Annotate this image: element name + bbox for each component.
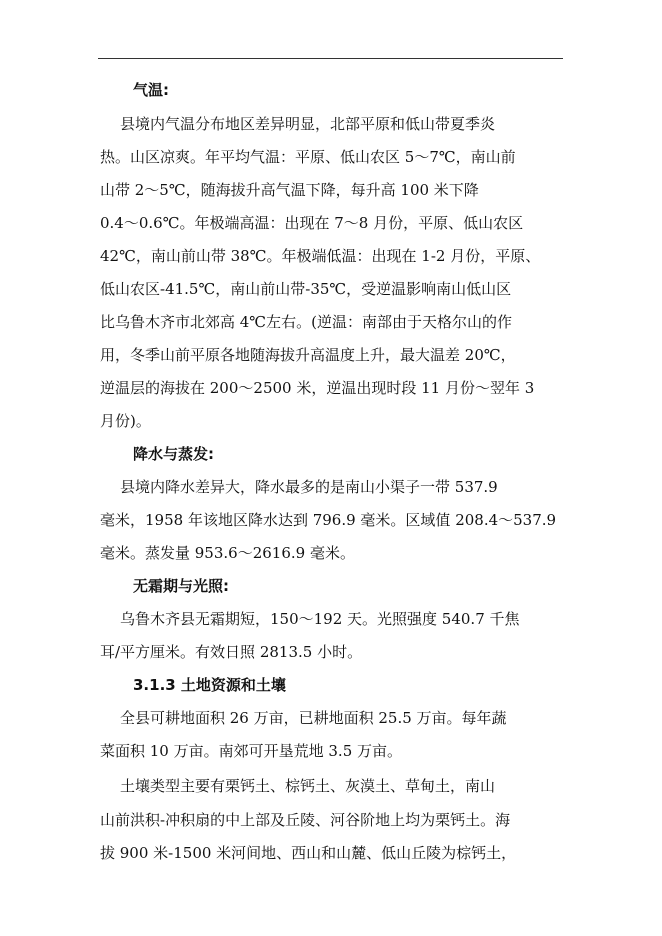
paragraph-line: 毫米，1958 年该地区降水达到 796.9 毫米。区域值 208.4～537.9 — [100, 511, 557, 529]
paragraph-line: 全县可耕地面积 26 万亩，已耕地面积 25.5 万亩。每年蔬 — [120, 709, 507, 727]
paragraph-line: 低山农区-41.5℃，南山前山带-35℃，受逆温影响南山低山区 — [100, 280, 512, 298]
paragraph-line: 热。山区凉爽。年平均气温：平原、低山农区 5～7℃，南山前 — [100, 148, 516, 166]
paragraph-line: 拔 900 米-1500 米河间地、西山和山麓、低山丘陵为棕钙土， — [100, 844, 517, 862]
paragraph-line: 土壤类型主要有栗钙土、棕钙土、灰漠土、草甸土，南山 — [120, 777, 496, 795]
paragraph-line: 菜面积 10 万亩。南郊可开垦荒地 3.5 万亩。 — [100, 742, 403, 760]
header-rule — [98, 58, 563, 59]
paragraph-line: 山带 2～5℃，随海拔升高气温下降，每升高 100 米下降 — [100, 181, 479, 199]
paragraph-line: 毫米。蒸发量 953.6～2616.9 毫米。 — [100, 544, 355, 562]
heading-precipitation: 降水与蒸发: — [133, 445, 214, 463]
paragraph-line: 比乌鲁木齐市北郊高 4℃左右。(逆温：南部由于天格尔山的作 — [100, 313, 512, 331]
heading-land-resources: 3.1.3 土地资源和土壤 — [133, 676, 286, 694]
paragraph-line: 县境内降水差异大，降水最多的是南山小渠子一带 537.9 — [120, 478, 498, 496]
paragraph-line: 县境内气温分布地区差异明显，北部平原和低山带夏季炎 — [120, 115, 496, 133]
paragraph-line: 山前洪积-冲积扇的中上部及丘陵、河谷阶地上均为栗钙土。海 — [100, 811, 511, 829]
paragraph-line: 42℃，南山前山带 38℃。年极端低温：出现在 1-2 月份，平原、 — [100, 247, 541, 265]
heading-temperature: 气温: — [133, 81, 169, 99]
heading-frost-light: 无霜期与光照: — [133, 577, 229, 595]
paragraph-line: 月份)。 — [100, 412, 151, 430]
paragraph-line: 逆温层的海拔在 200～2500 米，逆温出现时段 11 月份～翌年 3 — [100, 379, 535, 397]
paragraph-line: 耳/平方厘米。有效日照 2813.5 小时。 — [100, 643, 363, 661]
paragraph-line: 0.4～0.6℃。年极端高温：出现在 7～8 月份，平原、低山农区 — [100, 214, 524, 232]
paragraph-line: 用，冬季山前平原各地随海拔升高温度上升，最大温差 20℃， — [100, 346, 516, 364]
paragraph-line: 乌鲁木齐县无霜期短，150～192 天。光照强度 540.7 千焦 — [120, 610, 520, 628]
